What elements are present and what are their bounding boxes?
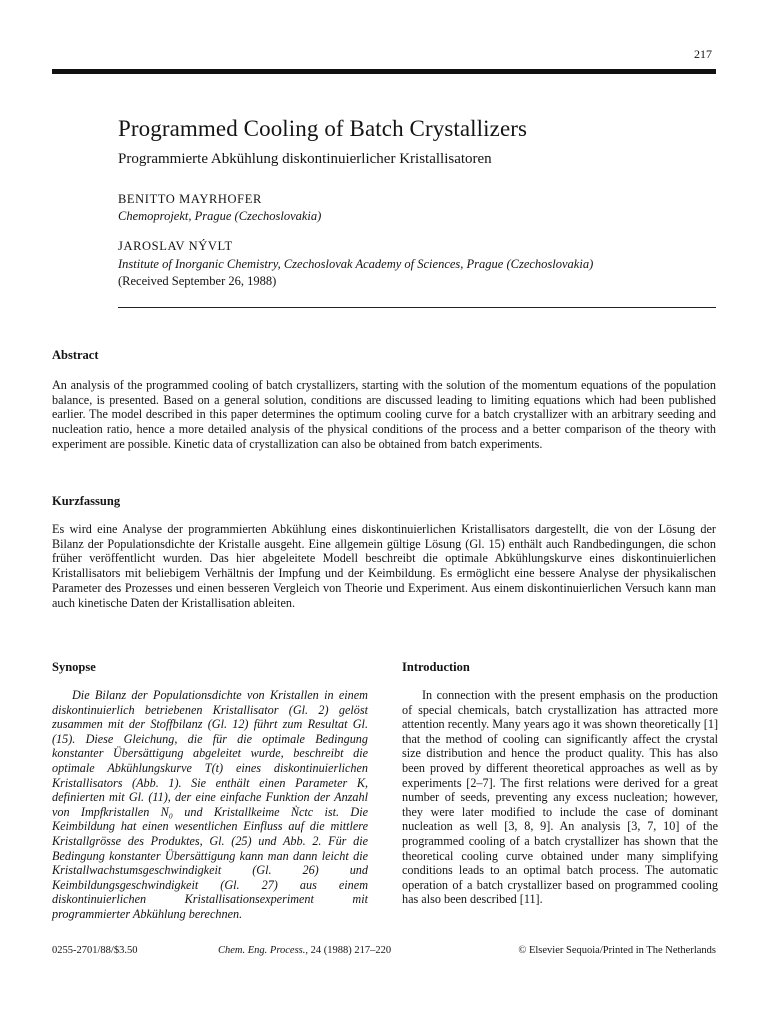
author-affiliation: Chemoprojekt, Prague (Czechoslovakia) <box>118 209 322 223</box>
author-affiliation: Institute of Inorganic Chemistry, Czechoslovak Academy of Sciences, Prague (Czechoslovakia) <box>118 257 594 271</box>
footer-journal: Chem. Eng. Process., <box>218 945 309 956</box>
footer-publisher: © Elsevier Sequoia/Printed in The Netherlands <box>518 945 716 956</box>
header-divider <box>118 307 716 308</box>
abstract-text: An analysis of the programmed cooling of batch crystallizers, starting with the solution of the momentum equations of the population balance, is presented. Based on a general solution, conditions are discussed leading to limiting equations which had been published earlier. The model described in this paper determines the optimum cooling curve for a batch crystallizer with an arbitrary seeding and nucleation ratio, hence a more detailed analysis of the physical conditions of the process and a better comparison of the theory with experiment are possible. Kinetic data of crystallization can also be obtained from batch experiments. <box>52 378 716 451</box>
introduction-text: In connection with the present emphasis on the production of special chemicals, batch crystallization has attracted more attention recently. Many years ago it was shown theoretically [1] that the method of cooling can significantly affect the crystal size distribution and hence the product quality. This has also been proved by different theoretical approaches as well as by experiments [2–7]. The first relations were derived for a great number of seeds, preventing any excess nucleation; however, they were later modified to include the case of dominant nucleation as well [3, 8, 9]. An analysis [3, 7, 10] of the programmed cooling of a batch crystallizer has shown that the theoretical cooling curve obtained under many simplifying conditions leads to an optimal batch process. The automatic operation of a batch crystallizer based on programmed cooling has also been described [11]. <box>402 688 718 907</box>
received-date: (Received September 26, 1988) <box>118 274 277 288</box>
abstract-heading: Abstract <box>52 348 99 362</box>
paper-title: Programmed Cooling of Batch Crystallizers <box>118 116 528 141</box>
footer-code: 0255-2701/88/$3.50 <box>52 945 138 956</box>
introduction-heading: Introduction <box>402 660 470 674</box>
synopse-text: Die Bilanz der Populationsdichte von Kristallen in einem diskontinuierlich betriebenen Kristallisator (Gl. 2) gelöst zusammen mit der Stoffbilanz (Gl. 12) führt zum Resultat Gl. (15). Diese Gleichung, die für die optimale Bedingung konstanter Übersättigung abgeleitet wurde, beschreibt die optimale Abkühlungskurve T(t) eines diskontinuierlichen Kristallisators (Abb. 1). Sie enthält einen Parameter K, definierten mit Gl. (11), der eine einfache Funktion der Anzahl von Impfkristallen N₀ und Kristallkeime Ṅctc ist. Die Keimbildung hat einen wesentlichen Einfluss auf die mittlere Kristallgrösse des Produktes, Gl. (25) und Abb. 2. Für die Bedingung konstanter Übersättigung kann man dann leicht die Kristallwachstumsgeschwindigkeit (Gl. 26) und Keimbildungsgeschwindigkeit (Gl. 27) aus einem diskontinuierlichen Kristallisationsexperiment mit programmierter Abkühlung berechnen. <box>52 688 368 921</box>
author-name: BENITTO MAYRHOFER <box>118 192 262 206</box>
footer-citation <box>218 945 391 956</box>
kurzfassung-text: Es wird eine Analyse der programmierten Abkühlung eines diskontinuierlichen Kristallisators dargestellt, die von der Lösung der Bilanz der Populationsdichte der Kristalle ausgeht. Eine allgemein gültige Lösung (Gl. 15) enthält auch Randbedingungen, die schon früher veröffentlicht wurden. Das hier abgeleitete Modell beschreibt die optimale Abkühlungskurve eines diskontinuierlichen Kristallisators mit beliebigem Verhältnis der Impfung und der Keimbildung. Es ermöglicht eine bessere Analyse der physikalischen Parameter des Prozesses und einen besseren Vergleich von Theorie und Experiment. Aus einem diskontinuierlichen Versuch kann man auch kinetische Daten der Kristallisation ableiten. <box>52 522 716 610</box>
page-number: 217 <box>694 47 712 61</box>
paper-subtitle: Programmierte Abkühlung diskontinuierlicher Kristallisatoren <box>118 151 492 167</box>
kurzfassung-heading: Kurzfassung <box>52 494 121 508</box>
author-name: JAROSLAV NÝVLT <box>118 239 233 253</box>
top-rule <box>52 69 716 74</box>
footer-volume: 24 (1988) 217–220 <box>308 945 392 956</box>
synopse-heading: Synopse <box>52 660 96 674</box>
